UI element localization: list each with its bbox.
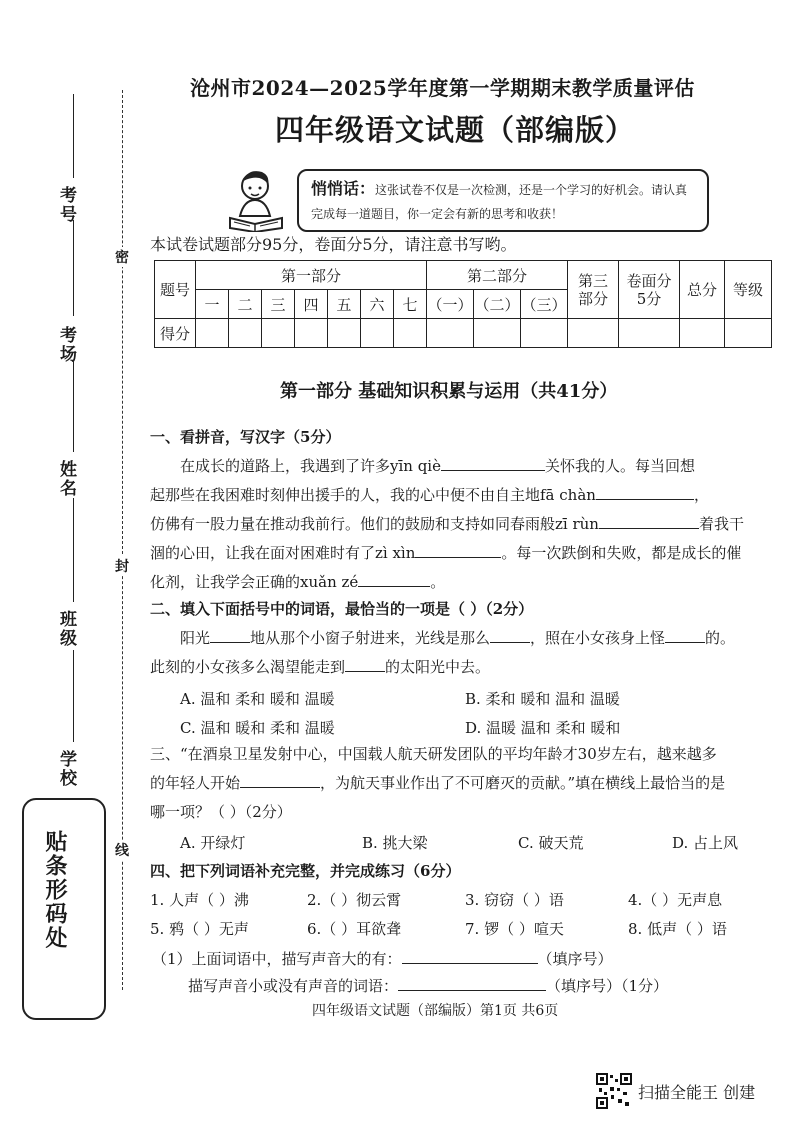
q2-heading: 二、填入下面括号中的词语，最恰当的一项是（ ）（2分） — [150, 600, 534, 618]
q1-passage: 在成长的道路上，我遇到了许多yīn qiè 关怀我的人。每当回想 起那些在我困难时刻伸出援手的人，我的心中便不由自主地fā chàn ， 仿佛有一股力量在推动我前行。他们的鼓励和支持如同春雨般zī rùn 着我干 涸的心田，让我在面对困难时有了zì xìn 。每一次跌倒和失败，都是成长的催 化剂，让我学会正确的xuǎn zé 。 — [150, 452, 782, 597]
student-reading-icon — [222, 166, 292, 232]
q3-option-b[interactable]: B. 挑大梁 — [362, 834, 428, 852]
answer-blank[interactable] — [240, 771, 320, 788]
score-cell[interactable] — [361, 319, 394, 348]
score-row-header: 得分 — [155, 319, 196, 348]
exam-title: 沧州市2024—2025学年度第一学期期末教学质量评估 — [190, 76, 695, 100]
score-cell[interactable] — [262, 319, 295, 348]
score-cell[interactable] — [394, 319, 427, 348]
part1-item: 六 — [361, 290, 394, 319]
answer-blank[interactable] — [210, 626, 250, 643]
q2-option-a[interactable]: A. 温和 柔和 暖和 温暖 — [180, 690, 335, 708]
tip-box — [297, 169, 709, 232]
tip-content — [311, 177, 696, 226]
q4-word-5[interactable]: 5. 鸦（ ）无声 — [150, 920, 249, 938]
seal-feng: 封 — [115, 556, 129, 576]
q4-word-4[interactable]: 4.（ ）无声息 — [628, 891, 723, 909]
q3-option-d[interactable]: D. 占上风 — [672, 834, 739, 852]
q2-option-b[interactable]: B. 柔和 暖和 温和 温暖 — [465, 690, 620, 708]
answer-blank[interactable] — [490, 626, 530, 643]
class-line[interactable] — [73, 498, 74, 602]
question-number-header: 题号 — [155, 261, 196, 319]
part1-item: 七 — [394, 290, 427, 319]
grade-header: 等级 — [725, 261, 772, 319]
q3-passage: 三、“在酒泉卫星发射中心，中国载人航天研发团队的平均年龄才30岁左右，越来越多 的年轻人开始 ，为航天事业作出了不可磨灭的贡献。”填在横线上最恰当的是 哪一项？（ ）（2分） — [150, 745, 726, 821]
part3-header: 第三 部分 — [568, 261, 619, 319]
score-cell[interactable] — [427, 319, 474, 348]
page-footer: 四年级语文试题（部编版）第1页 共6页 — [312, 1003, 559, 1019]
seal-xian: 线 — [115, 840, 129, 860]
q4-word-1[interactable]: 1. 人声（ ）沸 — [150, 891, 249, 909]
part1-item: 四 — [295, 290, 328, 319]
q2-passage: 阳光 地从那个小窗子射进来，光线是那么 ，照在小女孩身上怪 的。 此刻的小女孩多么渴望能走到 的太阳光中去。 — [150, 624, 782, 682]
exam-room-label: 考场 — [56, 326, 76, 364]
answer-blank[interactable] — [665, 626, 705, 643]
total-header: 总分 — [680, 261, 725, 319]
score-cell[interactable] — [521, 319, 568, 348]
q4-word-8[interactable]: 8. 低声（ ）语 — [628, 920, 727, 938]
q4-word-2[interactable]: 2.（ ）彻云霄 — [307, 891, 402, 909]
score-cell[interactable] — [196, 319, 229, 348]
class-label: 班级 — [56, 610, 76, 648]
answer-blank[interactable] — [599, 512, 699, 529]
answer-blank[interactable] — [415, 541, 501, 558]
school-line[interactable] — [73, 650, 74, 742]
exam-intro: 本试卷试题部分95分，卷面分5分，请注意书写哟。 — [150, 235, 517, 254]
barcode-label: 贴条形码处 — [42, 830, 68, 950]
qr-code-icon — [596, 1073, 632, 1109]
answer-blank[interactable] — [358, 570, 430, 587]
answer-blank[interactable] — [596, 483, 694, 500]
q3-option-a[interactable]: A. 开绿灯 — [180, 834, 246, 852]
score-cell[interactable] — [619, 319, 680, 348]
exam-subtitle: 四年级语文试题（部编版） — [275, 113, 636, 147]
answer-blank[interactable] — [441, 454, 545, 471]
exam-number-line[interactable] — [73, 94, 74, 178]
q4-word-3[interactable]: 3. 窃窃（ ）语 — [465, 891, 564, 909]
part2-item: （二） — [474, 290, 521, 319]
score-cell[interactable] — [568, 319, 619, 348]
part1-item: 一 — [196, 290, 229, 319]
part2-item: （一） — [427, 290, 474, 319]
answer-blank[interactable] — [398, 974, 546, 991]
q4-word-7[interactable]: 7. 锣（ ）喧天 — [465, 920, 564, 938]
name-line[interactable] — [73, 360, 74, 452]
part1-item: 二 — [229, 290, 262, 319]
exam-room-line[interactable] — [73, 220, 74, 316]
tip-label: 悄悄话： — [311, 179, 376, 198]
q1-heading: 一、看拼音，写汉字（5分） — [150, 428, 341, 446]
q4-heading: 四、把下列词语补充完整，并完成练习（6分） — [150, 862, 461, 880]
tip-text: 这张试卷不仅是一次检测，还是一个学习的好机会。请认真完成每一道题目，你一定会有新的思考和收获！ — [311, 183, 688, 221]
score-cell[interactable] — [295, 319, 328, 348]
school-label: 学校 — [56, 750, 76, 788]
part1-item: 三 — [262, 290, 295, 319]
part1-header: 第一部分 — [196, 261, 427, 290]
q4-sub1: （1）上面词语中，描写声音大的有： （填序号） — [152, 947, 613, 969]
q3-option-c[interactable]: C. 破天荒 — [518, 834, 584, 852]
scanner-watermark: 扫描全能王 创建 — [638, 1083, 756, 1102]
q2-option-c[interactable]: C. 温和 暖和 柔和 温暖 — [180, 719, 335, 737]
q4-word-6[interactable]: 6.（ ）耳欲聋 — [307, 920, 402, 938]
score-cell[interactable] — [474, 319, 521, 348]
neatness-header: 卷面分 5分 — [619, 261, 680, 319]
part2-item: （三） — [521, 290, 568, 319]
seal-mi: 密 — [115, 247, 129, 267]
score-cell[interactable] — [725, 319, 772, 348]
answer-blank[interactable] — [402, 947, 538, 964]
q4-sub2: 描写声音小或没有声音的词语： （填序号）（1分） — [188, 974, 668, 996]
part2-header: 第二部分 — [427, 261, 568, 290]
part1-item: 五 — [328, 290, 361, 319]
q2-option-d[interactable]: D. 温暖 温和 柔和 暖和 — [465, 719, 621, 737]
name-label: 姓名 — [56, 460, 76, 498]
score-cell[interactable] — [680, 319, 725, 348]
answer-blank[interactable] — [345, 655, 385, 672]
exam-number-label: 考号 — [56, 186, 76, 224]
section1-title: 第一部分 基础知识积累与运用（共41分） — [280, 381, 618, 402]
score-table — [154, 260, 772, 348]
score-cell[interactable] — [229, 319, 262, 348]
score-cell[interactable] — [328, 319, 361, 348]
